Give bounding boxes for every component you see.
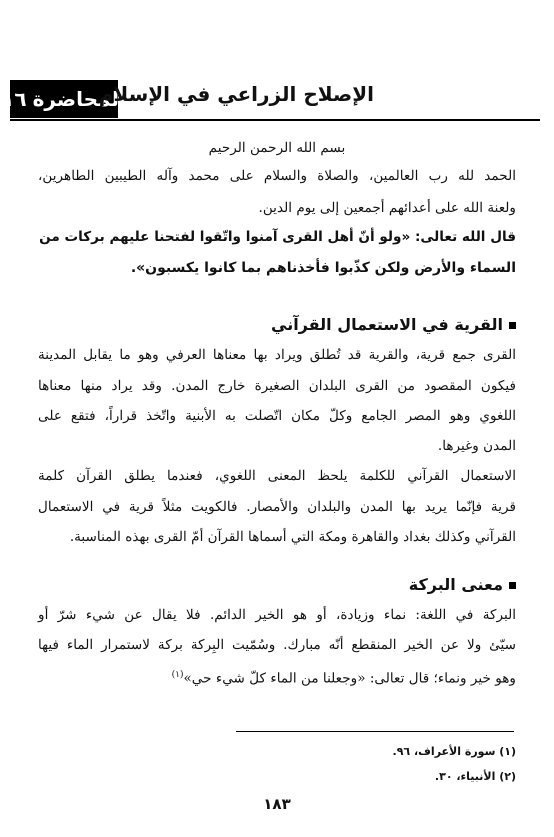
footnote-reference: (١) (171, 670, 184, 680)
section-heading-text: القرية في الاستعمال القرآني (271, 315, 503, 334)
basmala: بسم الله الرحمن الرحيم (208, 140, 346, 156)
paragraph-line: سيّئ ولا عن الخير المنقطع أنّه مبارك. وسُمّيت البِركة بركة لاستمرار الماء فيها (38, 637, 516, 653)
footnote-2: (٢) الأنبياء، ٣٠. (434, 770, 516, 783)
section-heading-blessing (38, 574, 516, 596)
paragraph-line: البركة في اللغة: نماء وزيادة، أو هو الخير الدائم. فلا يقال عن شيء شرّ أو (38, 607, 516, 623)
intro-line-2: ولعنة الله على أعدائهم أجمعين إلى يوم الدين. (258, 200, 516, 216)
paragraph-line: اللغوي وهو المصر الجامع وكلّ مكان اتّصلت به الأبنية واتّخذ قراراً، فتقع على (38, 408, 516, 424)
lecture-number: ١٦ (2, 87, 27, 111)
footnote-divider (236, 731, 514, 732)
paragraph-line: المدن وغيرها. (437, 438, 516, 454)
paragraph-line: قرية فإنّما يريد بها المدن والبلدان والأمصار. فالكويت مثلاً قرية في الاستعمال (38, 499, 516, 515)
quran-quote-line-2: السماء والأرض ولكن كذّبوا فأخذناهم بما كانوا يكسبون». (130, 260, 516, 276)
bullet-square-icon (509, 582, 516, 589)
section-heading-text: معنى البركة (408, 575, 503, 594)
paragraph-line: القرآني وكذلك بغداد والقاهرة ومكة التي أسماها القرآن أمّ القرى بهذه المناسبة. (69, 529, 516, 545)
bullet-square-icon (509, 322, 516, 329)
chapter-title: الإصلاح الزراعي في الإسلام (98, 82, 374, 106)
paragraph-line: فيكون المقصود من القرى البلدان الصغيرة خارج المدن. وقد يراد منها معناها (38, 378, 516, 394)
page-number: ١٨٣ (263, 795, 291, 813)
paragraph-text: وهو خير ونماء؛ قال تعالى: «وجعلنا من الماء كلّ شيء حي» (183, 670, 516, 687)
lecture-label: المحاضرة (32, 87, 126, 111)
paragraph-line: القرى جمع قرية، والقرية قد تُطلق ويراد بها معناها العرفي وهو ما يقابل المدينة (38, 347, 516, 363)
quran-quote-line-1: قال الله تعالى: «ولو أنّ أهل القرى آمنوا واتّقوا لفتحنا عليهم بركات من (39, 229, 516, 245)
intro-line-1: الحمد لله رب العالمين، والصلاة والسلام على محمد وآله الطيبين الطاهرين، (38, 168, 516, 184)
footnote-1: (١) سورة الأعراف، ٩٦. (392, 745, 516, 758)
paragraph-line: الاستعمال القرآني للكلمة يلحظ المعنى اللغوي، فعندما يطلق القرآن كلمة (38, 468, 516, 484)
paragraph-line-with-ref (38, 665, 516, 689)
section-heading-quranic-usage (38, 314, 516, 336)
header-divider (10, 119, 540, 121)
intro-line-3-lead (38, 227, 516, 247)
